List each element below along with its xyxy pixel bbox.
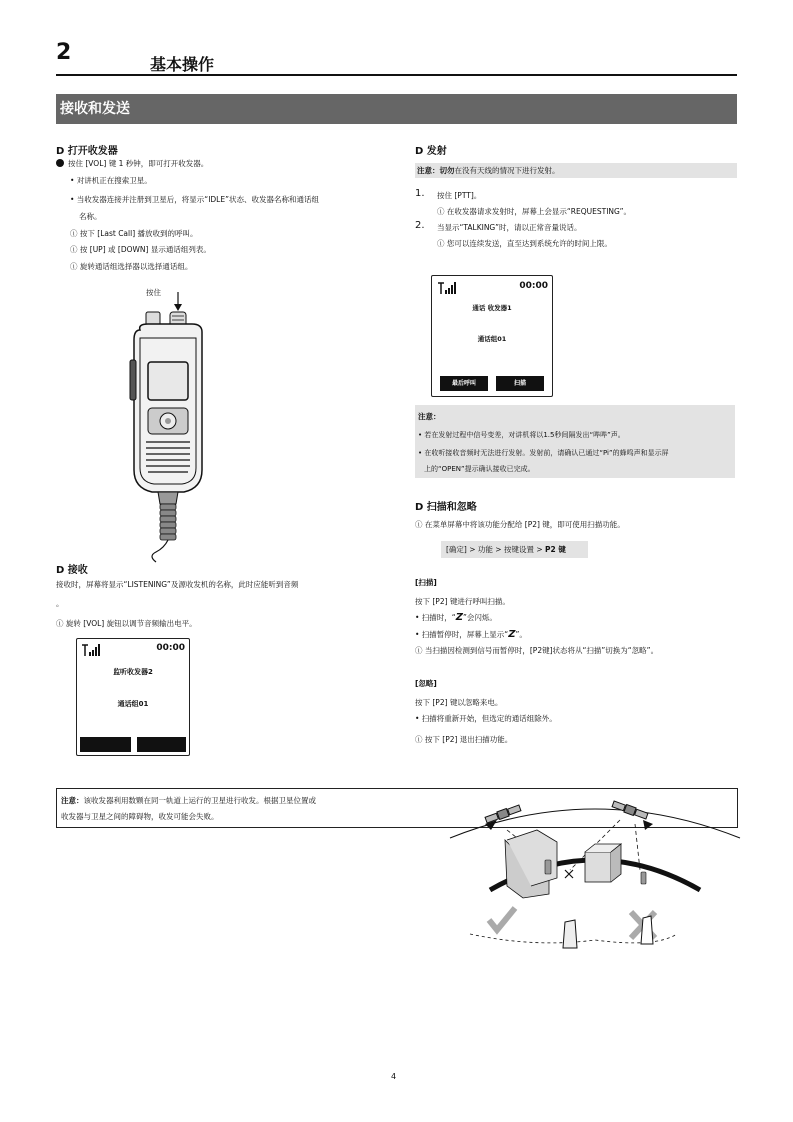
receive-info: ⓘ 旋转 [VOL] 旋钮以调节音频输出电平。 [56,619,197,628]
step1-number: 1. [415,188,425,199]
section-banner: 接收和发送 [56,94,737,124]
power-bullet-row [56,158,208,170]
transmit-note [415,163,737,178]
transmit-note-bold: 切勿 [439,166,455,175]
step1-text: 按住 [PTT]。 [437,191,482,200]
scan-bullet1 [415,612,497,624]
transmit-note2 [415,405,735,478]
power-bullet: 按住 [VOL] 键 1 秒钟，即可打开收发器。 [68,159,209,168]
transmit-screen-line1: 通话 收发器1 [472,304,512,312]
power-heading: D 打开收发器 [56,146,118,157]
radio-handset-illustration [118,290,218,565]
receive-screen-line2: 通话组01 [117,700,149,708]
power-info1: ⓘ 按下 [Last Call] 播放收到的呼叫。 [70,229,198,238]
receive-heading: D 接收 [56,565,88,576]
checkmark-icon [489,908,515,930]
transmit-heading: D 发射 [415,146,447,157]
last-call-softkey[interactable]: 最后呼叫 [440,376,488,391]
scan-title: [扫描] [415,578,437,587]
scan-heading: D 扫描和忽略 [415,502,477,513]
transmit-screen-line2: 通话组01 [477,335,507,343]
ignore-info: ⓘ 按下 [P2] 退出扫描功能。 [415,735,513,744]
scan-softkey[interactable]: 扫描 [496,376,544,391]
header-rule [56,74,737,76]
ignore-title: [忽略] [415,679,437,688]
transmit-note2-b1: • 若在发射过程中信号变差，对讲机将以1.5秒间隔发出“哔哔”声。 [418,431,625,439]
transmit-note2-b2a: • 在收听接收音频时无法进行发射。发射前，请确认已通过“Pi”的蜂鸣声和显示屏 [418,449,669,457]
chapter-number: 2 [56,40,72,65]
scan-menu-path [441,541,588,558]
transmit-note2-title: 注意： [418,412,441,421]
receive-screen-line1: 监听收发器2 [113,668,153,676]
bottom-note-text-b: 收发器与卫星之间的障碍物，收发可能会失败。 [61,812,219,821]
receive-softkey-right[interactable] [137,737,186,752]
scan-text: 按下 [P2] 键进行呼叫扫描。 [415,597,510,606]
power-sub2b: 名称。 [79,212,102,221]
bullet-dot-icon [56,159,64,167]
scan-info2: ⓘ 当扫描因检测到信号而暂停时，[P2键]状态将从“扫描”切换为“忽略”。 [415,646,659,655]
receive-screen [76,638,190,756]
scan-z-icon: Z [455,612,463,623]
transmit-note2-b2b: 上的“OPEN”提示确认接收已完成。 [424,465,535,473]
transmit-screen-time: 00:00 [519,281,548,291]
step2-info: ⓘ 您可以连续发送，直至达到系统允许的时间上限。 [437,239,612,248]
power-info3: ⓘ 旋转通话组选择器以选择通话组。 [70,262,193,271]
power-sub2a: • 当收发器连接并注册到卫星后，将显示“IDLE”状态、收发器名称和通话组 [70,195,319,204]
receive-text-b: 。 [56,599,64,608]
receive-softkey-left[interactable] [80,737,131,752]
hold-label: 按住 [146,288,161,297]
chapter-title: 基本操作 [150,55,215,74]
bottom-note-text-a: 该收发器利用数颗在同一轨道上运行的卫星进行收发。根据卫星位置或 [83,796,316,805]
signal-bars-icon [81,644,101,656]
signal-bars-icon [437,282,457,294]
step2-number: 2. [415,220,425,231]
satellite-illustration [445,790,745,960]
receive-screen-time: 00:00 [156,643,185,653]
transmit-screen [431,275,553,397]
transmit-note-rest: 在没有天线的情况下进行发射。 [454,166,560,175]
scan-bullet1-b: ”会闪烁。 [462,613,497,622]
power-sub1: • 对讲机正在搜索卫星。 [70,176,152,185]
page-number: 4 [391,1072,397,1081]
transmit-note-label: 注意： [417,166,440,175]
scan-menu-path-end: P2 键 [545,545,566,554]
scan-bullet2-b: ”。 [515,630,527,639]
scan-info: ⓘ 在菜单屏幕中将该功能分配给 [P2] 键，即可使用扫描功能。 [415,520,625,529]
scan-bullet2-a: • 扫描暂停时，屏幕上显示“ [415,630,509,639]
ignore-text: 按下 [P2] 键以忽略来电。 [415,698,503,707]
step2-text: 当显示“TALKING”时，请以正常音量说话。 [437,223,582,232]
scan-bullet2 [415,629,527,641]
scan-bullet1-a: • 扫描时，“ [415,613,456,622]
step1-info: ⓘ 在收发器请求发射时，屏幕上会显示“REQUESTING”。 [437,207,632,216]
power-info2: ⓘ 按 [UP] 或 [DOWN] 显示通话组列表。 [70,245,211,254]
scan-z-icon: Z [508,629,516,640]
bottom-note-line1 [61,795,316,807]
receive-text-a: 接收时，屏幕将显示“LISTENING”及源收发机的名称，此时应能听到音频 [56,580,299,589]
ignore-bullet1: • 扫描将重新开始，但选定的通话组除外。 [415,714,557,723]
scan-menu-path-text: [确定] > 功能 > 按键设置 > [446,545,546,554]
bottom-note-label: 注意： [61,796,84,805]
